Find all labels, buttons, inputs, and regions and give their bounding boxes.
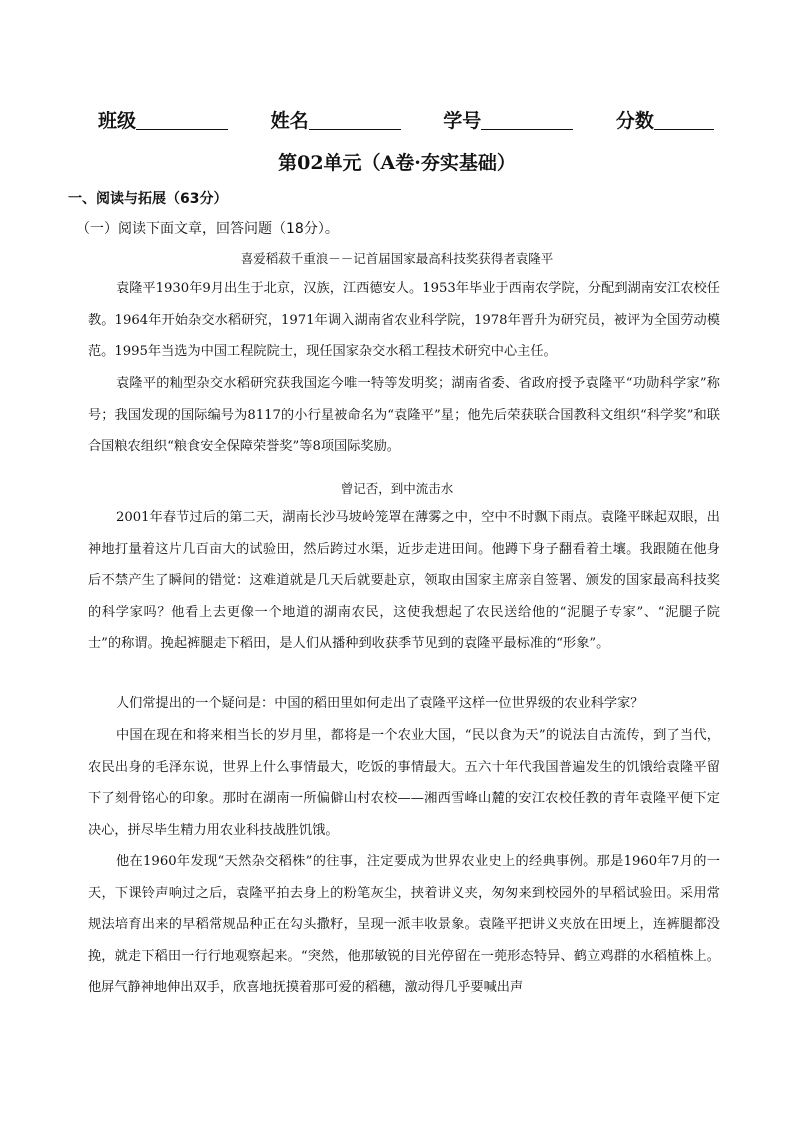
unit-title: 第02单元（A卷·夯实基础）	[278, 152, 516, 174]
article-paragraph: 人们常提出的一个疑问是：中国的稻田里如何走出了袁隆平这样一位世界级的农业科学家？	[116, 696, 644, 711]
name-blank[interactable]	[309, 111, 401, 130]
student-info-line	[98, 106, 718, 133]
class-label: 班级	[98, 110, 137, 132]
article-paragraph: 2001年春节过后的第二天，湖南长沙马坡岭笼罩在薄雾之中，空中不时飘下雨点。袁隆平眯起双眼，出神地打量着这片几百亩大的试验田，然后跨过水渠，近步走进田间。他蹲下身子翻看着土壤。我跟随在他身后不禁产生了瞬间的错觉：这难道就是几天后就要赴京，领取由国家主席亲自签署、颁发的国家最高科技奖的科学家吗？他看上去更像一个地道的湖南农民，这使我想起了农民送给他的“泥腿子专家”、“泥腿子院士”的称谓。挽起裤腿走下稻田，是人们从播种到收获季节见到的袁隆平最标准的“形象”。	[88, 510, 720, 651]
class-blank[interactable]	[136, 111, 228, 130]
name-label: 姓名	[270, 110, 309, 132]
article-title: 喜爱稻菽千重浪－－记首届国家最高科技奖获得者袁隆平	[240, 251, 554, 266]
article-paragraph: 袁隆平1930年9月出生于北京，汉族，江西德安人。1953年毕业于西南农学院，分配到湖南安江农校任教。1964年开始杂交水稻研究，1971年调入湖南省农业科学院，1978年晋升为研究员，被评为全国劳动模范。1995年当选为中国工程院院士，现任国家杂交水稻工程技术研究中心主任。	[88, 281, 720, 359]
class-field	[98, 106, 228, 133]
section-title: 一、阅读与拓展（63分）	[68, 191, 228, 207]
article-paragraph: 袁隆平的籼型杂交水稻研究获我国迄今唯一特等发明奖；湖南省委、省政府授予袁隆平“功勋科学家”称号；我国发现的国际编号为8117的小行星被命名为“袁隆平”星；他先后荣获联合国教科文组织“科学奖”和联合国粮农组织“粮食安全保障荣誉奖”等8项国际奖励。	[88, 376, 720, 454]
article-paragraph: 他在1960年发现“天然杂交稻株”的往事，注定要成为世界农业史上的经典事例。那是1960年7月的一天，下课铃声响过之后，袁隆平拍去身上的粉笔灰尘，挟着讲义夹，匆匆来到校园外的早稻试验田。采用常规法培育出来的早稻常规品种正在勾头撒籽，呈现一派丰收景象。袁隆平把讲义夹放在田埂上，连裤腿都没挽，就走下稻田一行行地观察起来。“突然，他那敏锐的目光停留在一蔸形态特异、鹤立鸡群的水稻植株上。他屏气静神地伸出双手，欣喜地抚摸着那可爱的稻穗，激动得几乎要喊出声	[88, 854, 720, 995]
score-field	[616, 106, 714, 133]
article-paragraph: 中国在现在和将来相当长的岁月里，都将是一个农业大国，“民以食为天”的说法自古流传，到了当代，农民出身的毛泽东说，世界上什么事情最大，吃饭的事情最大。五六十年代我国普遍发生的饥饿给袁隆平留下了刻骨铭心的印象。那时在湖南一所偏僻山村农校——湘西雪峰山麓的安江农校任教的青年袁隆平便下定决心，拼尽毕生精力用农业科技战胜饥饿。	[88, 728, 720, 838]
sub-section-title: （一）阅读下面文章，回答问题（18分）。	[76, 221, 339, 237]
score-blank[interactable]	[654, 111, 714, 130]
student-id-blank[interactable]	[481, 111, 573, 130]
score-label: 分数	[615, 110, 654, 132]
student-id-label: 学号	[443, 110, 482, 132]
student-id-field	[443, 106, 573, 133]
name-field	[271, 106, 401, 133]
article-subtitle: 曾记否，到中流击水	[340, 481, 454, 496]
